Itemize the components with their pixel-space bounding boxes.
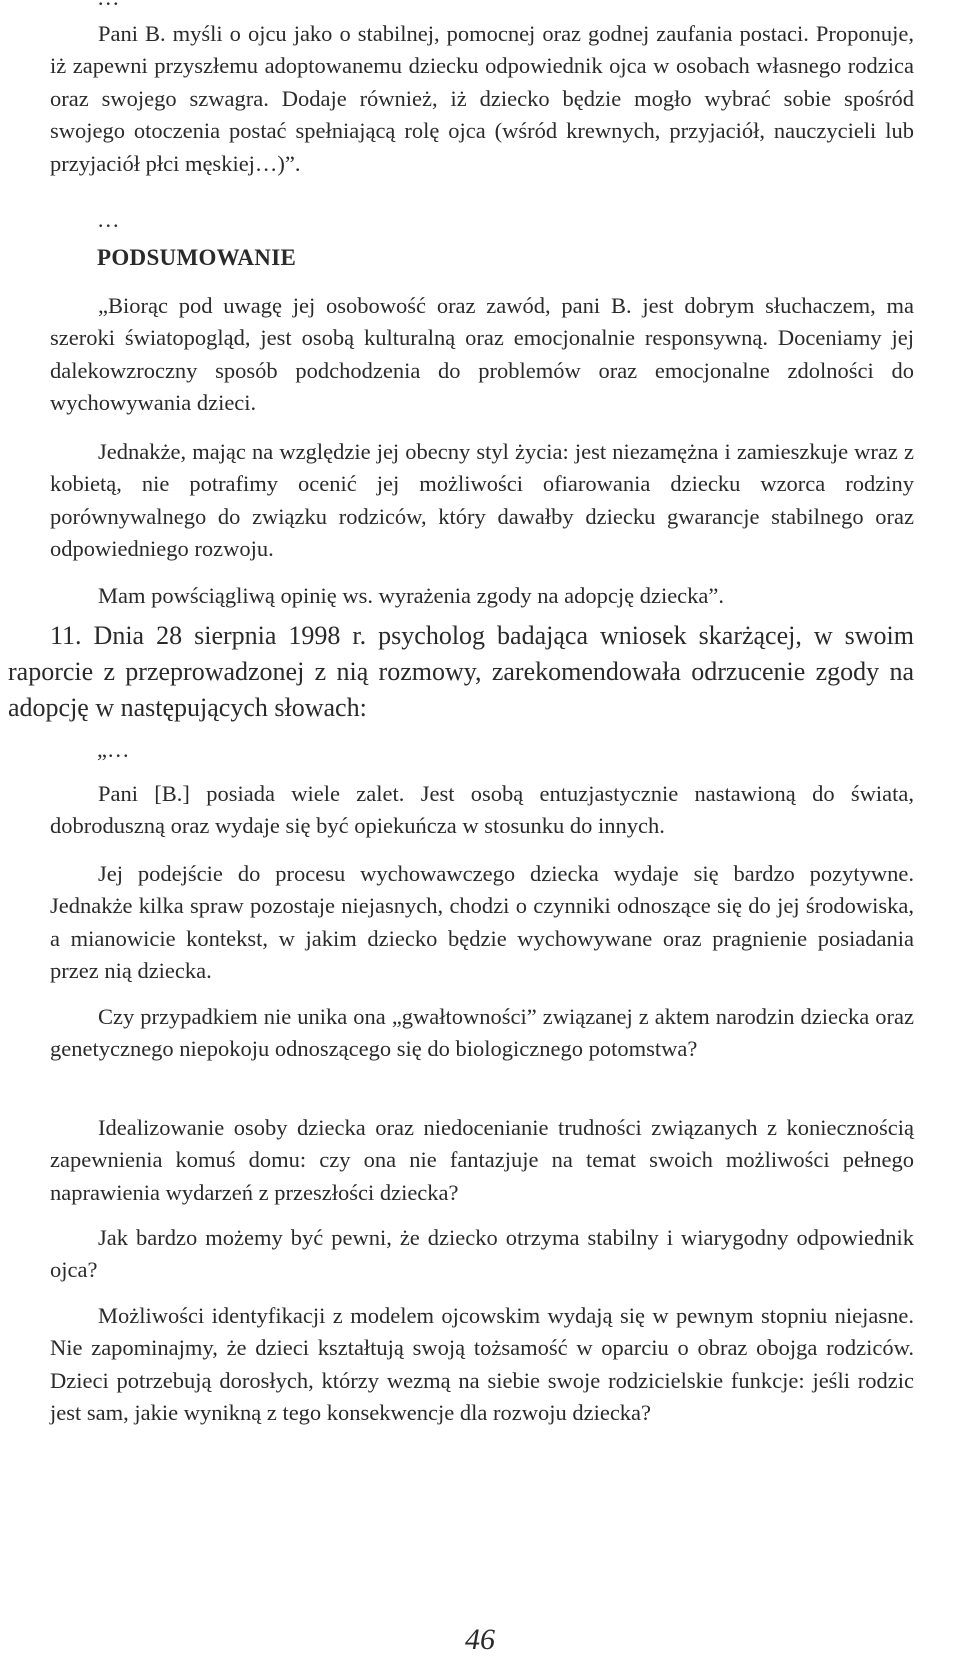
ellipsis-3: „… <box>97 737 130 762</box>
quote-paragraph-10 <box>50 1222 914 1287</box>
paragraph-text: Jak bardzo możemy być pewni, że dziecko otrzyma stabilny i wiarygodny odpowiednik ojca? <box>50 1225 914 1283</box>
paragraph-text: Pani [B.] posiada wiele zalet. Jest osobą entuzjastycznie nastawioną do świata, dobroduszną oraz wydaje się być opiekuńcza w stosunku do innych. <box>50 781 914 839</box>
main-paragraph-11 <box>8 618 914 726</box>
quote-paragraph-6 <box>50 778 914 843</box>
paragraph-text: Mam powściągliwą opinię ws. wyrażenia zgody na adopcję dziecka”. <box>98 583 725 608</box>
paragraph-text: Jej podejście do procesu wychowawczego dziecka wydaje się bardzo pozytywne. Jednakże kilka spraw pozostaje niejasnych, chodzi o czynniki odnoszące się do jej środowiska, a mianowicie kontekst, w jakim dziecko będzie wychowywane oraz pragnienie posiadania przez nią dziecka. <box>50 861 914 984</box>
quote-paragraph-11 <box>50 1300 914 1430</box>
ellipsis-2: … <box>97 207 120 232</box>
quote-paragraph-9 <box>50 1112 914 1209</box>
quote-paragraph-3 <box>50 436 914 566</box>
quote-paragraph-7 <box>50 858 914 988</box>
paragraph-text: Jednakże, mając na względzie jej obecny styl życia: jest niezamężna i zamieszkuje wraz z kobietą, nie potrafimy ocenić jej możliwości ofiarowania dziecku wzorca rodziny porównywalnego do związku rodziców, który dawałby dziecku gwarancje stabilnego oraz odpowiedniego rozwoju. <box>50 439 914 562</box>
quote-paragraph-8 <box>50 1001 914 1066</box>
section-heading: PODSUMOWANIE <box>97 245 297 270</box>
quote-paragraph-2 <box>50 290 914 420</box>
paragraph-text: 11. Dnia 28 sierpnia 1998 r. psycholog badająca wniosek skarżącej, w swoim raporcie z przeprowadzonej z nią rozmowy, zarekomendowała odrzucenie zgody na adopcję w następujących słowach: <box>8 621 914 722</box>
paragraph-text: Czy przypadkiem nie unika ona „gwałtowności” związanej z aktem narodzin dziecka oraz genetycznego niepokoju odnoszącego się do biologicznego potomstwa? <box>50 1004 914 1062</box>
ellipsis-top <box>97 0 120 12</box>
quote-paragraph-4 <box>50 580 914 612</box>
quote-paragraph-1 <box>50 18 914 180</box>
paragraph-text: „Biorąc pod uwagę jej osobowość oraz zawód, pani B. jest dobrym słuchaczem, ma szeroki światopogląd, jest osobą kulturalną oraz emocjonalnie responsywną. Doceniamy jej dalekowzroczny sposób podchodzenia do problemów oraz emocjonalne zdolności do wychowywania dzieci. <box>50 293 914 416</box>
page-number: 46 <box>465 1623 495 1656</box>
paragraph-text: Pani B. myśli o ojcu jako o stabilnej, pomocnej oraz godnej zaufania postaci. Proponuje, iż zapewni przyszłemu adoptowanemu dziecku odpowiednik ojca w osobach własnego rodzica oraz swojego szwagra. Dodaje również, iż dziecko będzie mogło wybrać sobie spośród swojego otoczenia postać spełniającą rolę ojca (wśród krewnych, przyjaciół, nauczycieli lub przyjaciół płci męskiej…)”. <box>50 21 914 176</box>
paragraph-text: Możliwości identyfikacji z modelem ojcowskim wydają się w pewnym stopniu niejasne. Nie zapominajmy, że dzieci kształtują swoją tożsamość w oparciu o obraz obojga rodziców. Dzieci potrzebują dorosłych, którzy wezmą na siebie swoje rodzicielskie funkcje: jeśli rodzic jest sam, jakie wynikną z tego konsekwencje dla rozwoju dziecka? <box>50 1303 914 1426</box>
paragraph-text: Idealizowanie osoby dziecka oraz niedocenianie trudności związanych z koniecznością zapewnienia komuś domu: czy ona nie fantazjuje na temat swoich możliwości pełnego naprawienia wydarzeń z przeszłości dziecka? <box>50 1115 914 1205</box>
